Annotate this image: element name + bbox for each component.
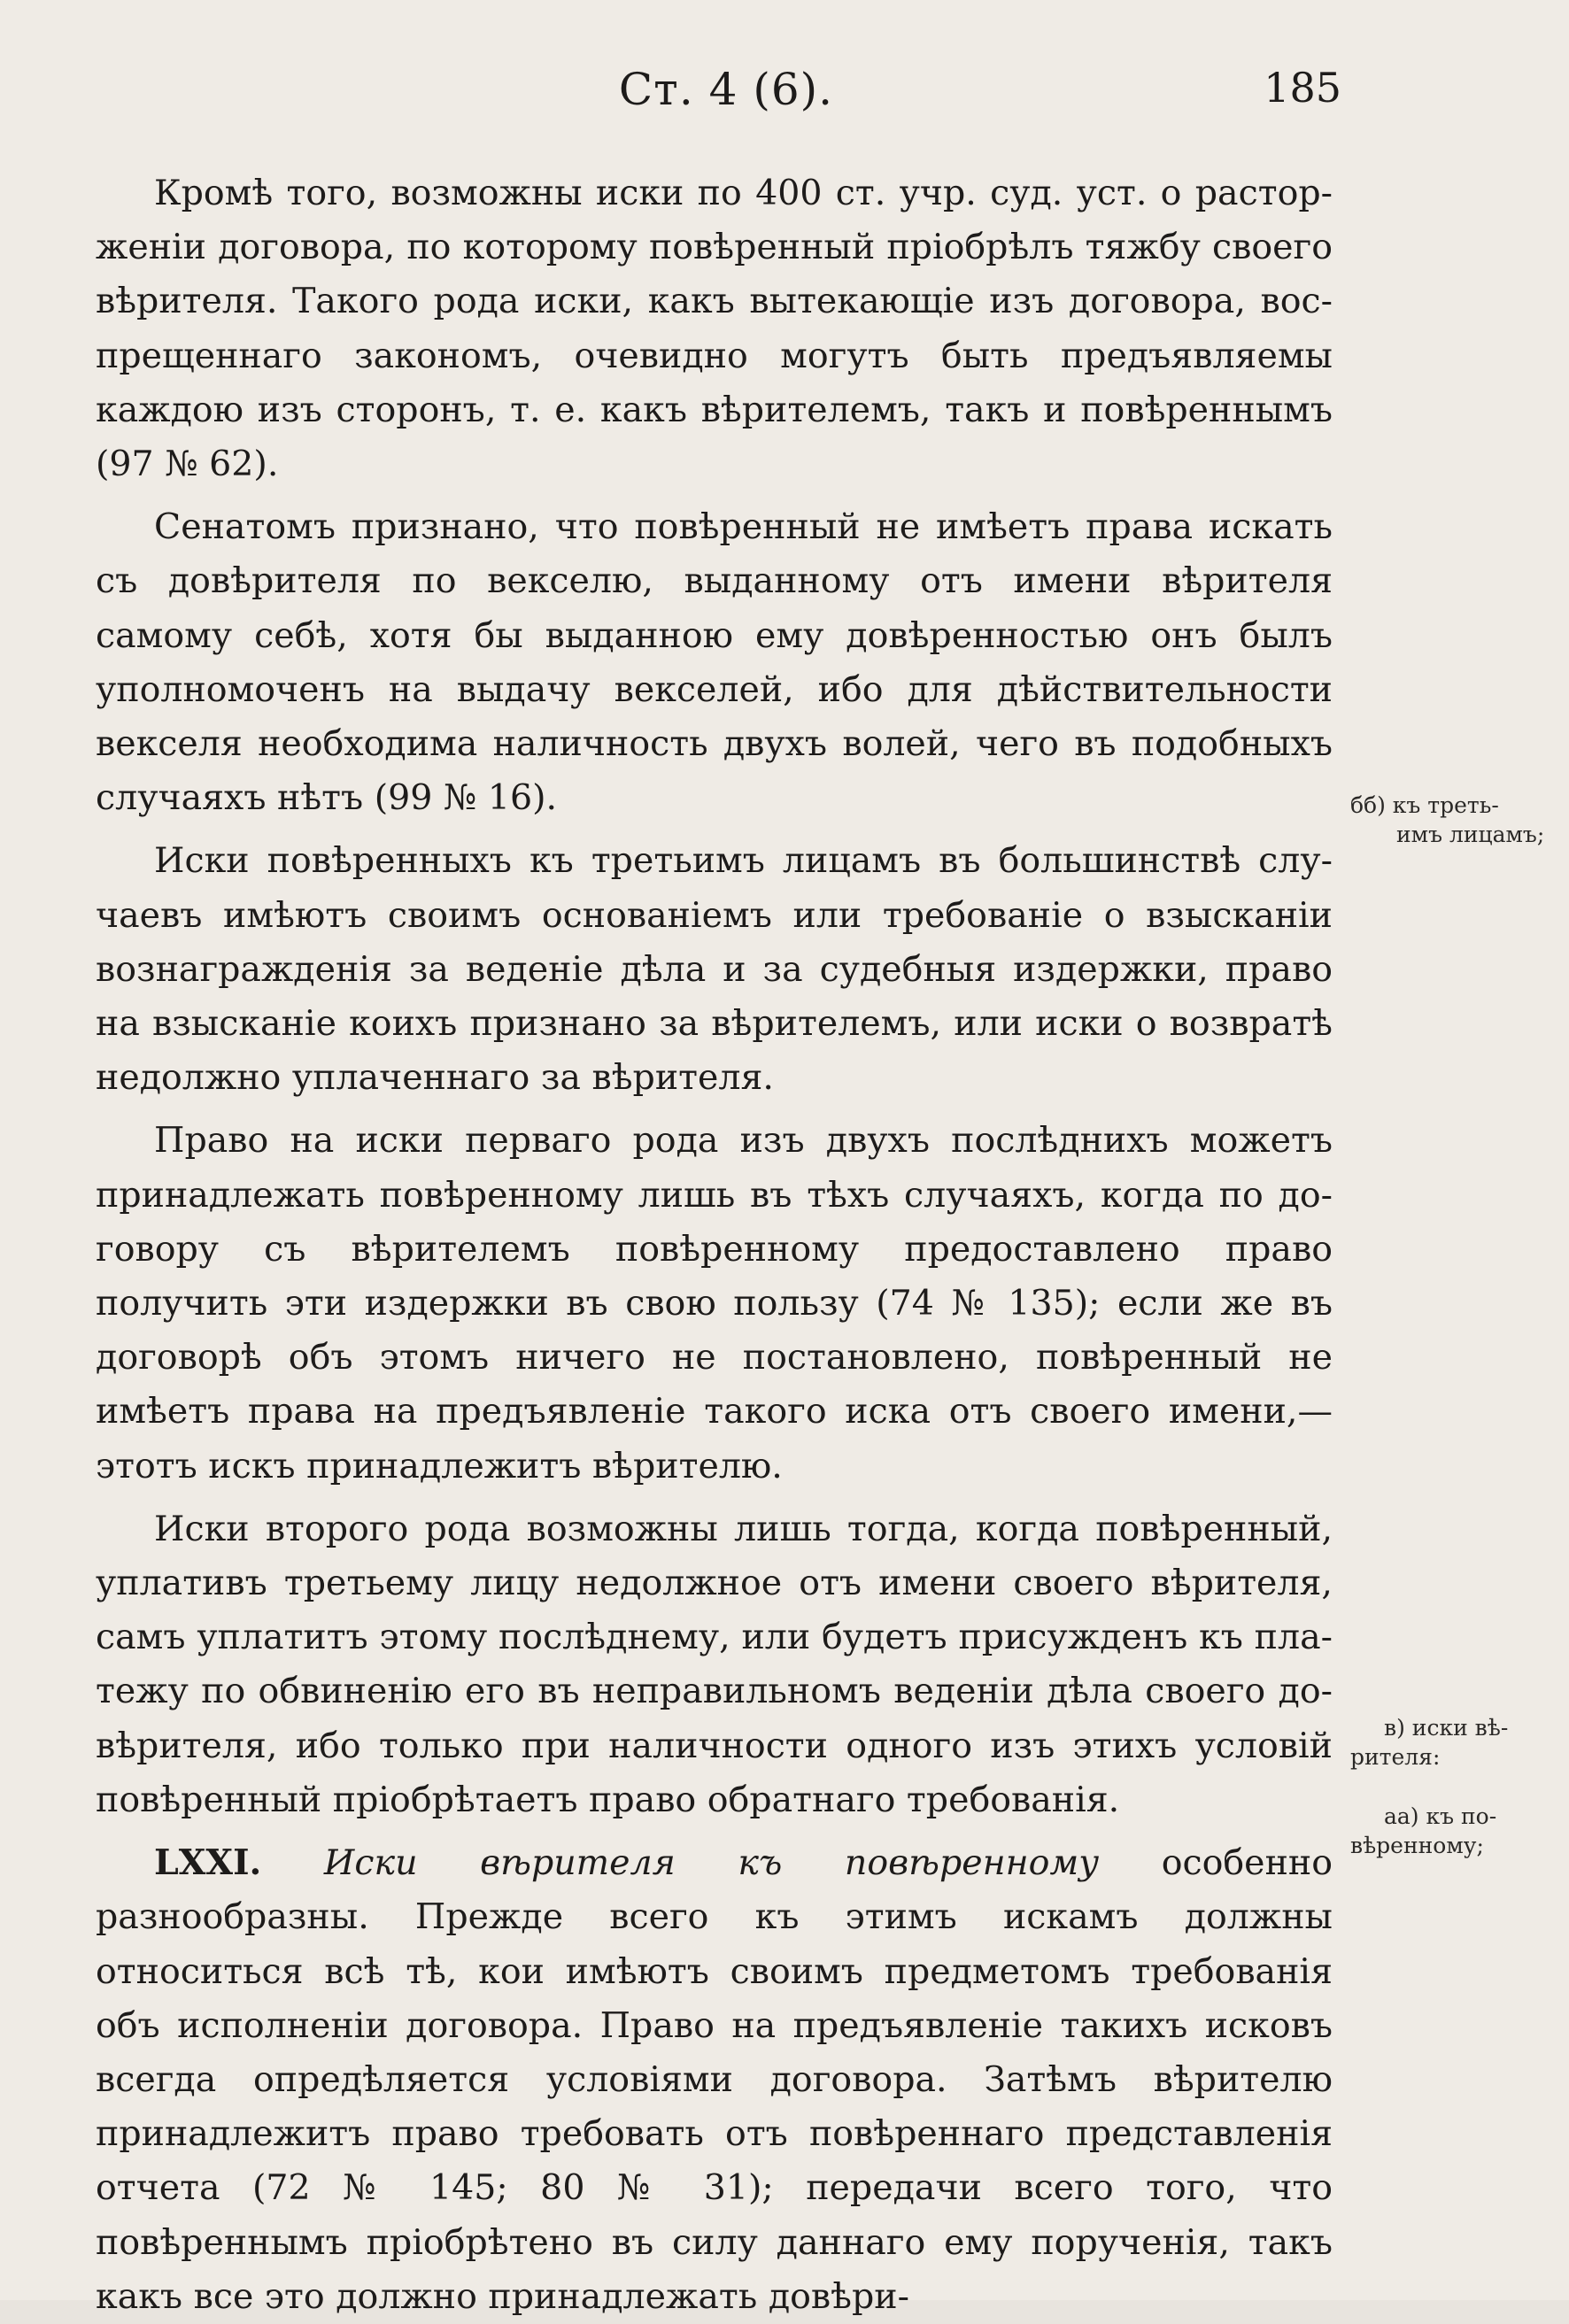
running-head <box>0 64 1569 126</box>
margin-note-line: в) иски вѣ- <box>1384 1715 1509 1741</box>
paragraph-1: Кромѣ того, возможны иски по 400 ст. учр. суд. уст. о расторженіи договора, по которому повѣренный пріобрѣлъ тяжбу своего вѣрителя. Такого рода иски, какъ вытекающіе изъ договора, воспрещеннаго закономъ, очевидно могутъ быть предъявляемы каждою изъ сторонъ, т. е. какъ вѣрителемъ, такъ и повѣреннымъ (97 № 62). <box>96 173 1333 485</box>
paragraph-2: Сенатомъ признано, что повѣренный не имѣетъ права искать съ довѣрителя по векселю, выданному отъ имени вѣрителя самому себѣ, хотя бы выданною ему довѣренностью онъ былъ уполномоченъ на выдачу векселей, ибо для дѣйствительности векселя необходима наличность двухъ волей, чего въ подобныхъ случаяхъ нѣтъ (99 № 16). <box>96 506 1333 819</box>
margin-note-line: аа) къ по- <box>1384 1803 1497 1829</box>
paragraph-section-lxxi <box>96 1836 1333 2324</box>
margin-note-line: имъ лицамъ; <box>1396 822 1545 847</box>
margin-note-third-parties <box>1350 791 1550 849</box>
section-title: Иски вѣрителя къ повѣренному <box>323 1842 1100 1884</box>
section-text: особенно разнообразны. Прежде всего къ этимъ искамъ должны относиться всѣ тѣ, кои имѣютъ своимъ предметомъ требованія объ исполненіи договора. Право на предъявленіе такихъ исковъ всегда опредѣляется условіями договора. Затѣмъ вѣрителю принадлежитъ право требовать отъ повѣреннаго представленія отчета (72 № 145; 80 № 31); передачи всего того, что повѣреннымъ пріобрѣтено въ силу даннаго ему порученія, такъ какъ все это должно принадлежать довѣри- <box>96 1842 1333 2317</box>
section-number: LXXI. <box>154 1842 262 1884</box>
body-text <box>96 166 1333 2324</box>
margin-note-line: бб) къ треть- <box>1350 792 1499 818</box>
page-number: 185 <box>1264 64 1341 112</box>
margin-note-to-attorney <box>1350 1802 1550 1860</box>
margin-note-principal <box>1350 1713 1550 1772</box>
paragraph-5: Иски второго рода возможны лишь тогда, когда повѣренный, уплативъ третьему лицу недолжное отъ имени своего вѣрителя, самъ уплатитъ этому послѣднему, или будетъ присужденъ къ платежу по обвиненію его въ неправильномъ веденіи дѣла своего довѣрителя, ибо только при наличности одного изъ этихъ условій повѣренный пріобрѣтаетъ право обратнаго требованія. <box>96 1508 1333 1820</box>
margin-note-line: рителя: <box>1350 1744 1441 1770</box>
paragraph-4: Право на иски перваго рода изъ двухъ послѣднихъ можетъ принадлежать повѣренному лишь въ тѣхъ случаяхъ, когда по договору съ вѣрителемъ повѣренному предоставлено право получить эти издержки въ свою пользу (74 № 135); если же въ договорѣ объ этомъ ничего не постановлено, повѣренный не имѣетъ права на предъявленіе такого иска отъ своего имени,—этотъ искъ принадлежитъ вѣрителю. <box>96 1120 1333 1486</box>
running-head-title: Ст. 4 (6). <box>618 64 834 115</box>
margin-note-line: вѣренному; <box>1350 1833 1484 1858</box>
paragraph-3: Иски повѣренныхъ къ третьимъ лицамъ въ большинствѣ случаевъ имѣютъ своимъ основаніемъ или требованіе о взысканіи вознагражденія за веденіе дѣла и за судебныя издержки, право на взысканіе коихъ признано за вѣрителемъ, или иски о возвратѣ недолжно уплаченнаго за вѣрителя. <box>96 840 1333 1099</box>
